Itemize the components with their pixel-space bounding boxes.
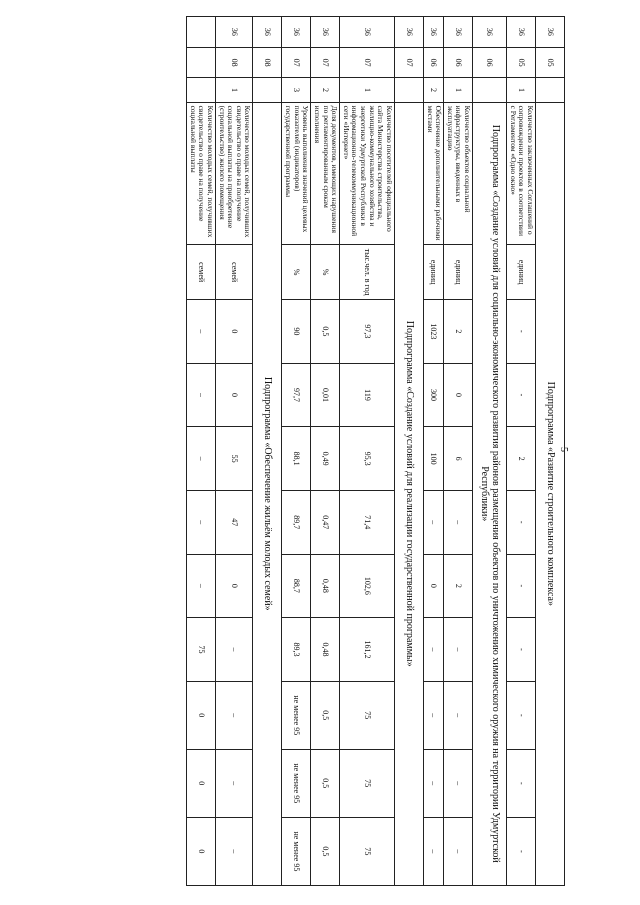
indicator-name: Уровень выполнения значений целевых показателей (индикаторов) государственной программы — [282, 102, 311, 245]
value-cell: 75 — [340, 749, 395, 817]
value-cell: 71,4 — [340, 490, 395, 554]
section-header-row — [473, 17, 507, 886]
value-cell: – — [444, 490, 473, 554]
code-cell — [253, 78, 282, 102]
unit-cell: семей — [187, 245, 216, 300]
value-cell: – — [424, 490, 444, 554]
value-cell: 75 — [340, 681, 395, 749]
value-cell: 6 — [444, 427, 473, 491]
unit-cell: единиц — [507, 245, 536, 300]
table-row — [507, 17, 536, 886]
code-cell: 36 — [253, 17, 282, 48]
code-cell: 05 — [536, 47, 565, 78]
value-cell: 0 — [187, 681, 216, 749]
table-row — [444, 17, 473, 886]
code-cell: 36 — [536, 17, 565, 48]
value-cell: 1023 — [424, 300, 444, 364]
value-cell: 2 — [507, 427, 536, 491]
code-cell: 06 — [444, 47, 473, 78]
value-cell: 2 — [444, 300, 473, 364]
value-cell: – — [424, 681, 444, 749]
value-cell: 0 — [187, 749, 216, 817]
value-cell: – — [424, 618, 444, 682]
code-cell — [536, 78, 565, 102]
indicator-name: Количество молодых семей, получивших свидетельство о праве на получение социальной выплаты на приобретение (строительство) жилого помещения — [216, 102, 254, 245]
code-cell: 08 — [253, 47, 282, 78]
code-cell: 2 — [424, 78, 444, 102]
code-cell: 36 — [395, 17, 424, 48]
code-cell: 07 — [340, 47, 395, 78]
code-cell: 36 — [507, 17, 536, 48]
value-cell: – — [444, 817, 473, 885]
indicator-name: Количество посетителей официального сайта Министерства строительства, жилищно-коммунального хозяйства и энергетики Удмуртской Республики в информационно-телекоммуникационной сети «Интернет» — [340, 102, 395, 245]
code-cell: 06 — [424, 47, 444, 78]
value-cell: 0,48 — [311, 618, 340, 682]
table-row — [311, 17, 340, 886]
value-cell: – — [424, 749, 444, 817]
value-cell: – — [187, 554, 216, 618]
code-cell: 36 — [340, 17, 395, 48]
code-cell: 36 — [282, 17, 311, 48]
code-cell: 07 — [282, 47, 311, 78]
value-cell: 0,5 — [311, 749, 340, 817]
indicator-name: Количество объектов социальной инфраструктуры, введенных в эксплуатацию — [444, 102, 473, 245]
value-cell: – — [424, 817, 444, 885]
value-cell: 47 — [216, 490, 254, 554]
code-cell: 07 — [395, 47, 424, 78]
value-cell: 0,48 — [311, 554, 340, 618]
unit-cell: % — [282, 245, 311, 300]
subprogram-title: Подпрограмма «Создание условий для реализации государственной программы» — [395, 102, 424, 885]
value-cell: - — [507, 554, 536, 618]
code-cell: 36 — [444, 17, 473, 48]
code-cell: 07 — [311, 47, 340, 78]
value-cell: 0,01 — [311, 363, 340, 427]
rotated-page — [45, 16, 565, 886]
code-cell — [187, 17, 216, 48]
code-cell: 1 — [216, 78, 254, 102]
value-cell: – — [187, 363, 216, 427]
value-cell: – — [216, 817, 254, 885]
code-cell: 1 — [340, 78, 395, 102]
value-cell: 88,7 — [282, 554, 311, 618]
code-cell: 36 — [424, 17, 444, 48]
value-cell: - — [507, 817, 536, 885]
value-cell: 0 — [216, 300, 254, 364]
code-cell — [187, 78, 216, 102]
value-cell: 0 — [216, 554, 254, 618]
indicators-table — [186, 16, 565, 886]
code-cell: 2 — [311, 78, 340, 102]
value-cell: 0,47 — [311, 490, 340, 554]
unit-cell: единиц — [424, 245, 444, 300]
value-cell: - — [507, 490, 536, 554]
page-number: 5 — [558, 447, 569, 452]
value-cell: 0 — [216, 363, 254, 427]
value-cell: 90 — [282, 300, 311, 364]
value-cell: 0,5 — [311, 817, 340, 885]
value-cell: - — [507, 363, 536, 427]
value-cell: 88,1 — [282, 427, 311, 491]
unit-cell: % — [311, 245, 340, 300]
value-cell: не менее 95 — [282, 817, 311, 885]
value-cell: 75 — [187, 618, 216, 682]
code-cell: 1 — [507, 78, 536, 102]
code-cell — [395, 78, 424, 102]
indicator-name: Количество молодых семей, получивших свидетельство о праве на получение социальной выплаты — [187, 102, 216, 245]
value-cell: 161,2 — [340, 618, 395, 682]
value-cell: – — [216, 749, 254, 817]
value-cell: 102,6 — [340, 554, 395, 618]
value-cell: - — [507, 749, 536, 817]
table-row — [424, 17, 444, 886]
indicator-name: Доля документов, имеющих нарушения по регламентированным срокам исполнения — [311, 102, 340, 245]
value-cell: 55 — [216, 427, 254, 491]
value-cell: 0,5 — [311, 681, 340, 749]
value-cell: 97,7 — [282, 363, 311, 427]
value-cell: 0 — [187, 817, 216, 885]
value-cell: 75 — [340, 817, 395, 885]
code-cell: 06 — [473, 47, 507, 78]
value-cell: не менее 95 — [282, 749, 311, 817]
value-cell: – — [187, 490, 216, 554]
value-cell: - — [507, 300, 536, 364]
value-cell: – — [444, 749, 473, 817]
value-cell: – — [187, 427, 216, 491]
indicator-name: Количество заключенных Соглашений о сопровождении проектов в соответствии с Регламентом «Одно окно» — [507, 102, 536, 245]
value-cell: не менее 95 — [282, 681, 311, 749]
value-cell: 2 — [444, 554, 473, 618]
value-cell: 89,7 — [282, 490, 311, 554]
code-cell: 3 — [282, 78, 311, 102]
table-row — [340, 17, 395, 886]
indicator-name: Обеспечение дополнительными рабочими местами — [424, 102, 444, 245]
section-header-row — [536, 17, 565, 886]
value-cell: 119 — [340, 363, 395, 427]
value-cell: - — [507, 681, 536, 749]
code-cell — [187, 47, 216, 78]
value-cell: 0,5 — [311, 300, 340, 364]
value-cell: – — [187, 300, 216, 364]
unit-cell: тыс.чел. в год — [340, 245, 395, 300]
code-cell: 08 — [216, 47, 254, 78]
value-cell: 0,49 — [311, 427, 340, 491]
unit-cell: семей — [216, 245, 254, 300]
value-cell: 300 — [424, 363, 444, 427]
code-cell: 1 — [444, 78, 473, 102]
value-cell: 95,3 — [340, 427, 395, 491]
code-cell: 36 — [216, 17, 254, 48]
value-cell: – — [216, 618, 254, 682]
value-cell: – — [444, 681, 473, 749]
code-cell: 36 — [473, 17, 507, 48]
value-cell: – — [444, 618, 473, 682]
section-header-row — [253, 17, 282, 886]
value-cell: 100 — [424, 427, 444, 491]
table-row — [187, 17, 216, 886]
subprogram-title: Подпрограмма «Обеспечение жильём молодых семей» — [253, 102, 282, 885]
code-cell — [473, 78, 507, 102]
subprogram-title: Подпрограмма «Создание условий для социально-экономического развития районов размещения объектов по уничтожению химического оружия на территории Удмуртской Республики» — [473, 102, 507, 885]
table-row — [282, 17, 311, 886]
code-cell: 36 — [311, 17, 340, 48]
code-cell: 05 — [507, 47, 536, 78]
value-cell: 89,3 — [282, 618, 311, 682]
section-header-row — [395, 17, 424, 886]
value-cell: - — [507, 618, 536, 682]
unit-cell: единиц — [444, 245, 473, 300]
value-cell: – — [216, 681, 254, 749]
table-row — [216, 17, 254, 886]
value-cell: 97,3 — [340, 300, 395, 364]
value-cell: 0 — [444, 363, 473, 427]
value-cell: 0 — [424, 554, 444, 618]
subprogram-title: Подпрограмма «Развитие строительного комплекса» — [536, 102, 565, 885]
